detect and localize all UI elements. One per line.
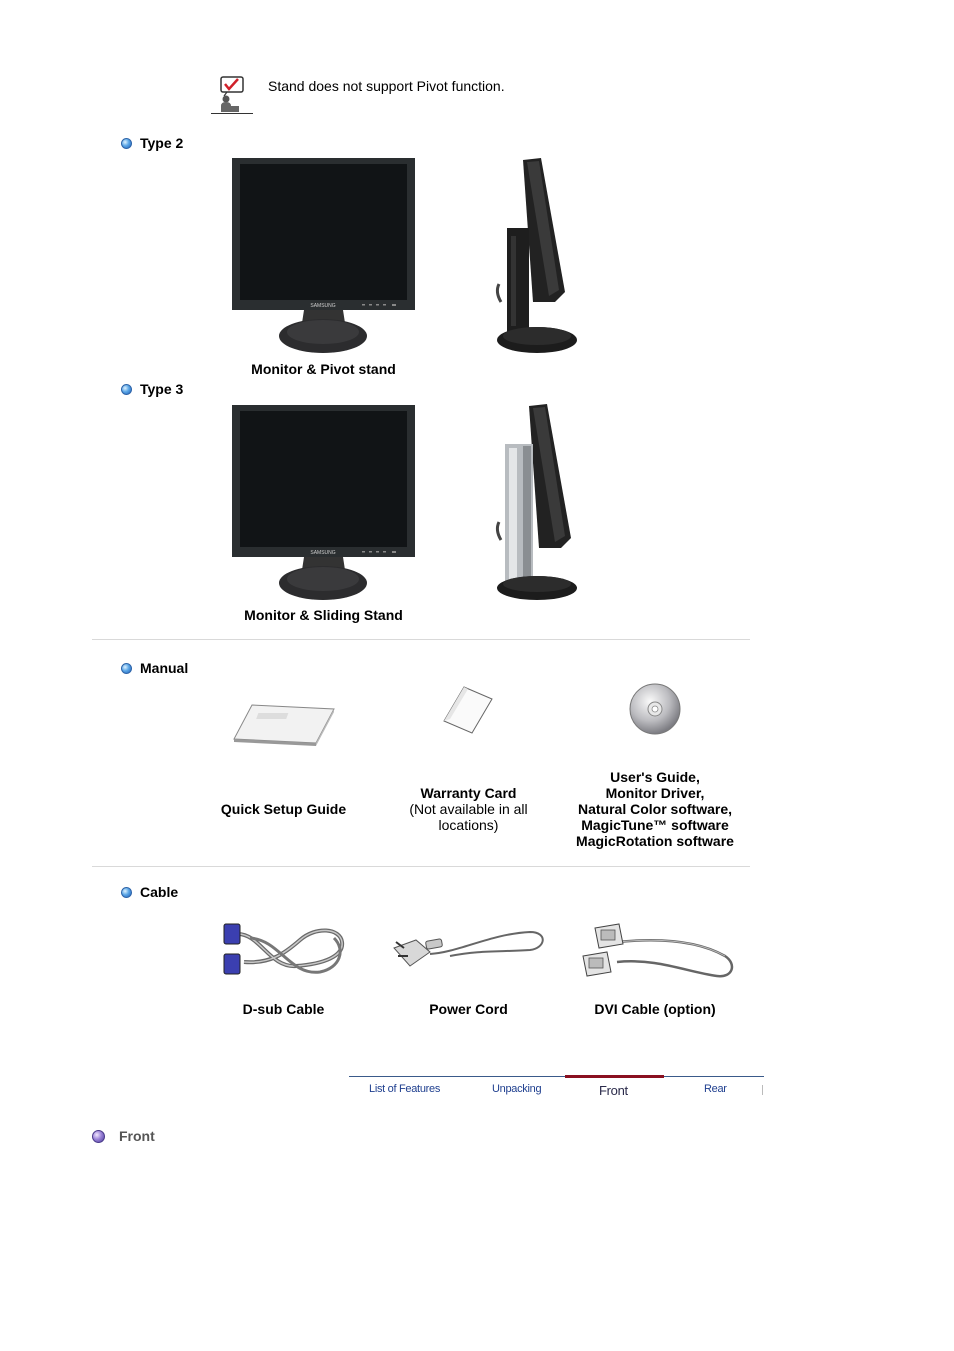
brand-label: SAMSUNG [310,550,336,556]
cable-item-caption: Power Cord [429,1001,508,1017]
section-type3 [121,381,183,397]
section-front [92,1128,155,1144]
bullet-icon [121,663,132,674]
cd-disc-image [629,683,681,738]
nav-separator [762,1085,763,1095]
bullet-icon [121,138,132,149]
monitor-side-image [493,156,583,359]
manual-item-line: MagicRotation software [576,833,734,849]
monitor-side-image [493,402,583,605]
divider [92,639,750,640]
section-title: Front [119,1128,155,1144]
dsub-cable-image [220,920,348,983]
nav-link-unpacking[interactable]: Unpacking [492,1083,542,1095]
bullet-icon [121,384,132,395]
cable-item-caption: D-sub Cable [242,1001,325,1017]
nav-link-front[interactable]: Front [599,1083,628,1098]
cable-item-caption: DVI Cable (option) [594,1001,716,1017]
nav-link-rear[interactable]: Rear [704,1083,727,1095]
brand-label: SAMSUNG [310,303,336,309]
divider [92,866,750,867]
section-title: Type 2 [140,135,184,151]
monitor-front-image [232,405,415,605]
manual-item-line: User's Guide, [610,769,700,785]
section-type2 [121,135,183,151]
nav-link-list-of-features[interactable]: List of Features [369,1083,441,1095]
bullet-icon [92,1130,105,1143]
quick-setup-guide-image [232,703,336,750]
section-manual [121,660,188,676]
manual-item-title: Warranty Card [420,785,517,801]
section-title: Manual [140,660,189,676]
manual-item-line: Monitor Driver, [605,785,705,801]
manual-item-subtitle: (Not available in all locations) [409,801,528,833]
warranty-card-image [442,685,496,738]
manual-item-caption: Quick Setup Guide [220,801,347,817]
dvi-cable-image [577,922,737,987]
bullet-icon [121,887,132,898]
note-text: Stand does not support Pivot function. [268,78,505,94]
manual-item-line: Natural Color software, [577,801,733,817]
section-title: Type 3 [140,381,184,397]
monitor-front-image [232,158,415,358]
manual-item-caption [390,785,547,833]
power-cord-image [390,926,546,975]
section-title: Cable [140,884,179,900]
manual-item-line: MagicTune™ software [581,817,729,833]
type2-caption: Monitor & Pivot stand [251,361,396,377]
type3-caption: Monitor & Sliding Stand [244,607,403,623]
section-nav [349,1076,764,1102]
note-icon [211,74,253,114]
manual-item-caption [560,769,750,849]
section-cable [121,884,178,900]
active-tab-indicator [565,1075,664,1078]
